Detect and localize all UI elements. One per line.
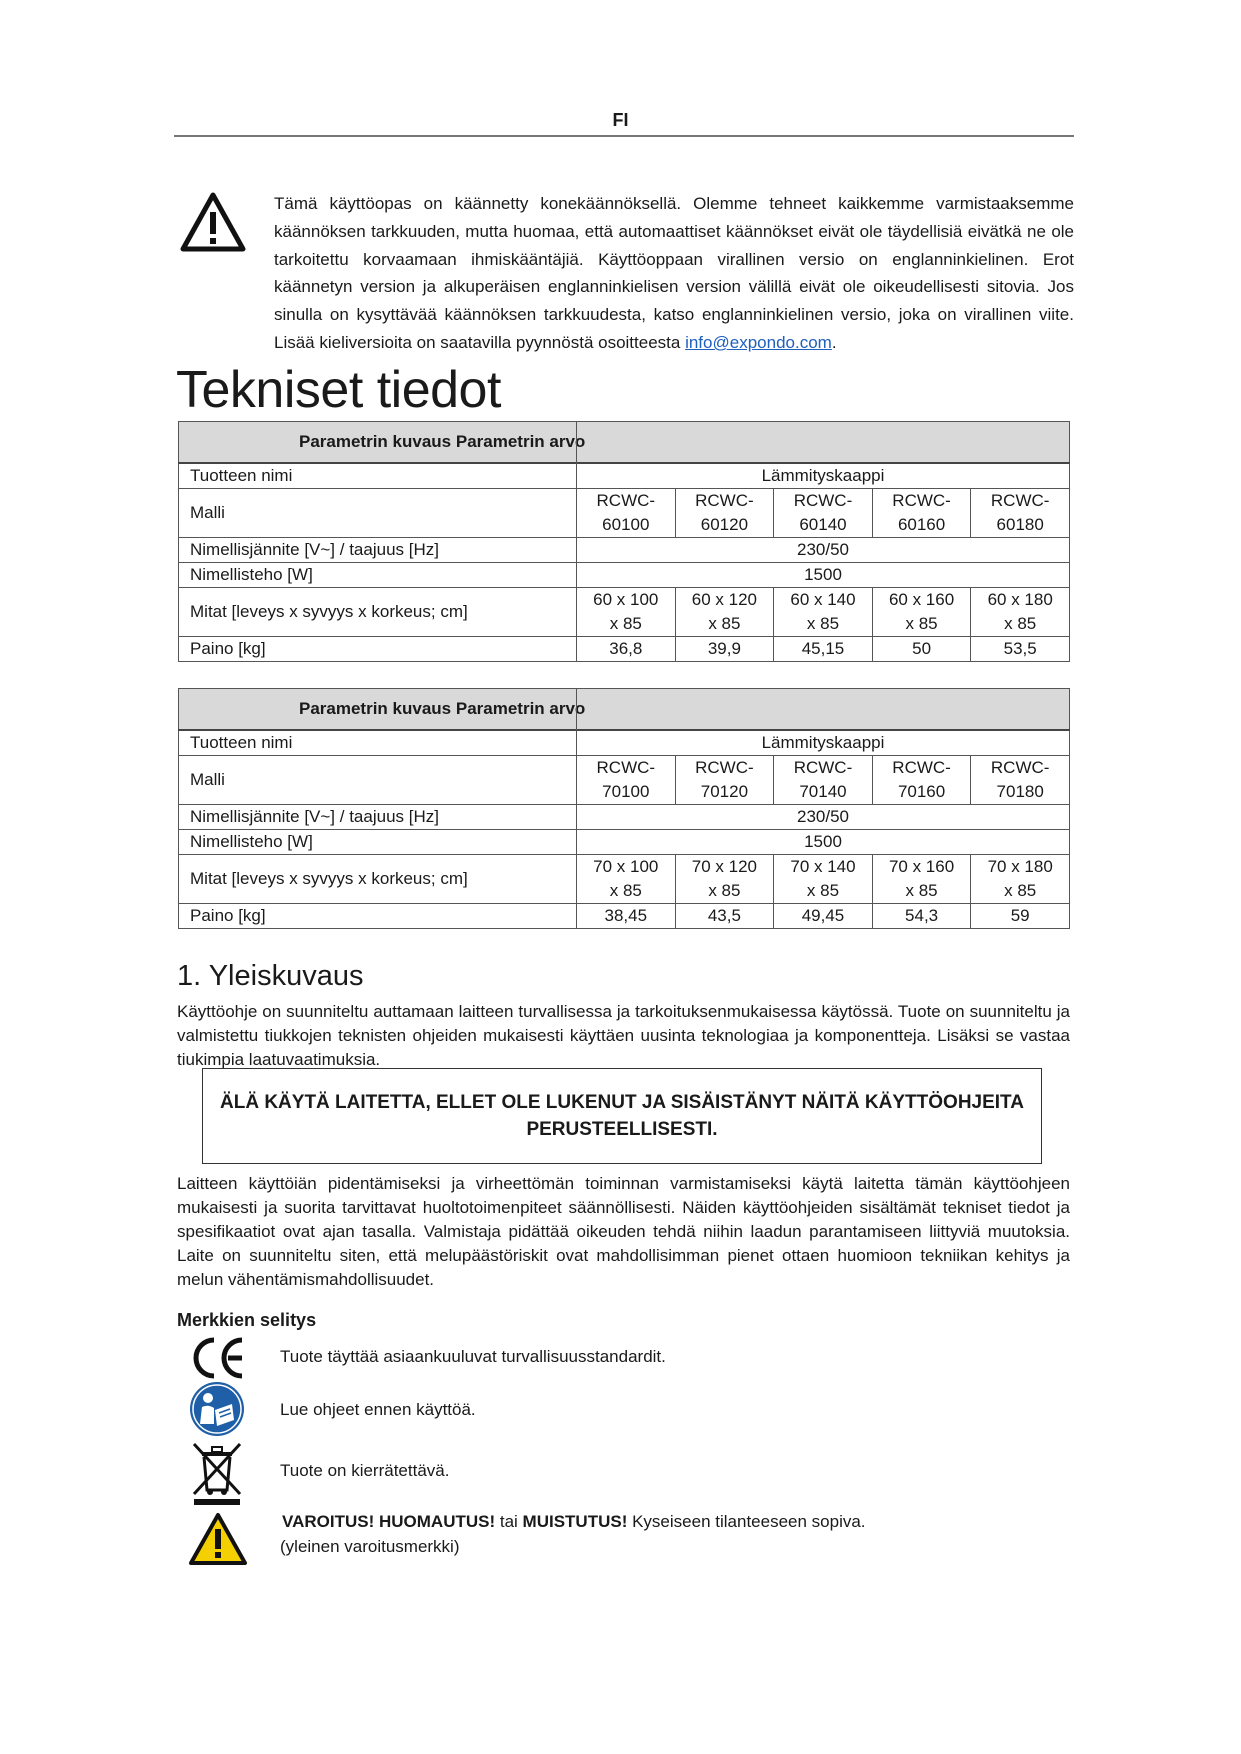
dimensions-cell: 60 x 140 x 85 [774,588,873,637]
legend-warning-text: VAROITUS! HUOMAUTUS! tai MUISTUTUS! Kyseiseen tilanteeseen sopiva. [282,1512,866,1531]
table-header: Parametrin kuvaus Parametrin arvo [179,689,1070,731]
general-warning-icon [188,1512,248,1566]
spec-table-2 [178,688,1070,929]
weight-cell: 59 [971,904,1070,929]
model-cell: RCWC- 70140 [774,756,873,805]
weight-label: Paino [kg] [179,637,577,662]
dimensions-cell: 60 x 160 x 85 [872,588,971,637]
product-name-label: Tuotteen nimi [179,463,577,489]
weight-cell: 54,3 [872,904,971,929]
notice-end: . [831,332,837,352]
email-link[interactable]: info@expondo.com [685,332,832,352]
model-cell: RCWC- 60140 [774,489,873,538]
legend-ce-text: Tuote täyttää asiaankuuluvat turvallisuusstandardit. [280,1347,666,1366]
dimensions-label: Mitat [leveys x syvyys x korkeus; cm] [179,855,577,904]
read-manual-icon [188,1380,246,1438]
warning-text: ÄLÄ KÄYTÄ LAITETTA, ELLET OLE LUKENUT JA SISÄISTÄNYT NÄITÄ KÄYTTÖOHJEITA PERUSTEELLISESTI. [220,1092,1024,1140]
legend-read-text: Lue ohjeet ennen käyttöä. [280,1400,476,1419]
voltage-label: Nimellisjännite [V~] / taajuus [Hz] [179,538,577,563]
section-title-general: 1. Yleiskuvaus [177,960,364,992]
legend-recycle-text: Tuote on kierrätettävä. [280,1461,450,1480]
weight-label: Paino [kg] [179,904,577,929]
weight-cell: 45,15 [774,637,873,662]
model-cell: RCWC- 60160 [872,489,971,538]
dimensions-cell: 60 x 120 x 85 [675,588,774,637]
weight-cell: 49,45 [774,904,873,929]
header-divider [174,135,1074,137]
spec-table-1 [178,421,1070,662]
page-title: Tekniset tiedot [176,361,501,419]
model-cell: RCWC- 60180 [971,489,1070,538]
power-value: 1500 [577,830,1070,855]
model-cell: RCWC- 70160 [872,756,971,805]
header-divider-line [576,689,577,755]
header-divider-line [576,422,577,488]
model-cell: RCWC- 70180 [971,756,1070,805]
dimensions-cell: 60 x 180 x 85 [971,588,1070,637]
model-cell: RCWC- 60100 [577,489,676,538]
table-header: Parametrin kuvaus Parametrin arvo [179,422,1070,464]
warning-triangle-icon [180,192,246,252]
model-label: Malli [179,756,577,805]
weight-cell: 39,9 [675,637,774,662]
machine-translation-notice [274,190,1074,357]
dimensions-cell: 70 x 100 x 85 [577,855,676,904]
do-not-use-warning-box [202,1068,1042,1164]
general-description-paragraph: Käyttöohje on suunniteltu auttamaan laitteen turvallisessa ja tarkoituksenmukaisessa käytössä. Tuote on suunniteltu ja valmistettu tiukkojen teknisten ohjeiden mukaisesti käyttäen uusinta teknologiaa ja komponentteja. Lisäksi se vastaa tiukimpia laatuvaatimuksia. [177,1002,1070,1069]
ce-symbol-text: CE [188,1336,190,1337]
dimensions-label: Mitat [leveys x syvyys x korkeus; cm] [179,588,577,637]
product-name-label: Tuotteen nimi [179,730,577,756]
voltage-value: 230/50 [577,805,1070,830]
model-cell: RCWC- 70120 [675,756,774,805]
ce-mark-icon [188,1336,248,1380]
dimensions-cell: 70 x 120 x 85 [675,855,774,904]
maintenance-paragraph: Laitteen käyttöiän pidentämiseksi ja virheettömän toiminnan varmistamiseksi käytä laitetta tämän käyttöohjeen mukaisesti ja suorita tarvittavat huoltotoimenpiteet säännöllisesti. Näiden käyttöohjeiden sisältämät tekniset tiedot ja spesifikaatiot ovat ajan tasalla. Valmistaja pidättää oikeuden tehdä niihin laadun parantamiseen liittyviä muutoksia. Laite on suunniteltu siten, että melupäästöriskit ovat mahdollisimman pienet ottaen huomioon tekniikan kehitys ja melun vähentämismahdollisuudet. [177,1174,1070,1289]
weight-cell: 36,8 [577,637,676,662]
weight-cell: 38,45 [577,904,676,929]
model-cell: RCWC- 70100 [577,756,676,805]
dimensions-cell: 70 x 140 x 85 [774,855,873,904]
dimensions-cell: 70 x 180 x 85 [971,855,1070,904]
notice-body: Tämä käyttöopas on käännetty konekäännöksellä. Olemme tehneet kaikkemme varmistaaksemme käännöksen tarkkuuden, mutta huomaa, että automaattiset käännökset eivät ole täydellisiä eivätkä ne ole tarkoitettu korvaamaan ihmiskääntäjiä. Käyttöoppaan virallinen versio on englanninkielinen. Erot käännetyn version ja alkuperäisen englanninkielisen version välillä eivät ole oikeudellisesti sitovia. Jos sinulla on kysyttävää käännöksen tarkkuudesta, katso englanninkielinen versio, joka on virallinen viite. Lisää kieliversioita on saatavilla pyynnöstä osoitteesta [274,194,1074,352]
page-language-label: FI [612,110,629,130]
dimensions-cell: 60 x 100 x 85 [577,588,676,637]
weight-cell: 43,5 [675,904,774,929]
legend-warning-subtext: (yleinen varoitusmerkki) [280,1537,460,1556]
power-value: 1500 [577,563,1070,588]
legend-title: Merkkien selitys [177,1310,317,1330]
product-name-value: Lämmityskaappi [577,463,1070,489]
power-label: Nimellisteho [W] [179,830,577,855]
voltage-label: Nimellisjännite [V~] / taajuus [Hz] [179,805,577,830]
power-label: Nimellisteho [W] [179,563,577,588]
model-cell: RCWC- 60120 [675,489,774,538]
product-name-value: Lämmityskaappi [577,730,1070,756]
weight-cell: 50 [872,637,971,662]
voltage-value: 230/50 [577,538,1070,563]
model-label: Malli [179,489,577,538]
dimensions-cell: 70 x 160 x 85 [872,855,971,904]
crossed-bin-icon [188,1440,246,1506]
weight-cell: 53,5 [971,637,1070,662]
